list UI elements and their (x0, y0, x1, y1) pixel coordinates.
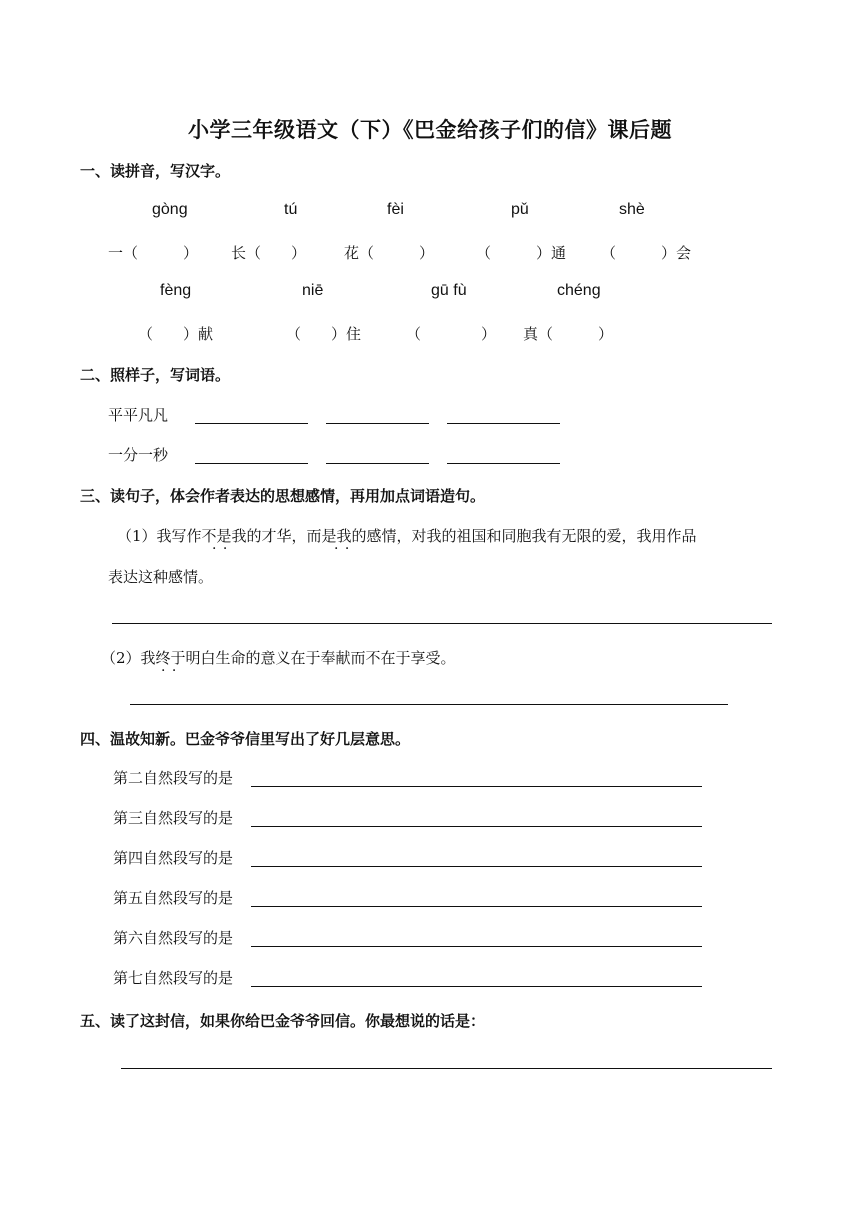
paragraph-prompt: 第三自然段写的是 (113, 809, 234, 827)
pinyin: chéng (557, 282, 601, 299)
answer-line[interactable] (195, 463, 308, 464)
section-4-heading: 四、温故知新。巴金爷爷信里写出了好几层意思。 (80, 730, 411, 748)
answer-line[interactable] (251, 826, 702, 827)
fill-blank-word[interactable]: 一（ ） (108, 244, 199, 262)
answer-line[interactable] (195, 423, 308, 424)
section-1-heading: 一、读拼音，写汉字。 (80, 162, 231, 180)
paragraph-prompt: 第七自然段写的是 (113, 969, 234, 987)
answer-line[interactable] (251, 946, 702, 947)
page-title: 小学三年级语文（下）《巴金给孩子们的信》课后题 (188, 117, 672, 142)
fill-blank-word[interactable]: 长（ ） (231, 244, 307, 262)
answer-line[interactable] (251, 866, 702, 867)
sentence-1-line-1: （1）我写作不是我的才华，而是我的感情，对我的祖国和同胞我有无限的爱，我用作品 (117, 527, 697, 545)
paragraph-prompt: 第五自然段写的是 (113, 889, 234, 907)
sentence-2: （2）我终于明白生命的意义在于奉献而不在于享受。 (101, 649, 456, 667)
answer-line[interactable] (326, 423, 429, 424)
pinyin: shè (619, 201, 645, 218)
section-3-heading: 三、读句子，体会作者表达的思想感情，再用加点词语造句。 (80, 487, 486, 505)
example-word: 平平凡凡 (108, 406, 169, 424)
sentence-1-line-2: 表达这种感情。 (108, 568, 214, 586)
answer-line[interactable] (121, 1068, 772, 1069)
answer-line[interactable] (326, 463, 429, 464)
fill-blank-word[interactable]: （ ）献 (138, 325, 214, 343)
paragraph-prompt: 第六自然段写的是 (113, 929, 234, 947)
fill-blank-word[interactable]: 花（ ） (344, 244, 435, 262)
answer-line[interactable] (447, 423, 560, 424)
answer-line[interactable] (447, 463, 560, 464)
paragraph-prompt: 第二自然段写的是 (113, 769, 234, 787)
emphasis-dots: · · (212, 541, 229, 557)
answer-line[interactable] (130, 704, 728, 705)
pinyin: fèng (160, 282, 192, 299)
pinyin: tú (284, 201, 298, 218)
answer-line[interactable] (112, 623, 772, 624)
emphasis-dots: · · (334, 541, 351, 557)
section-2-heading: 二、照样子，写词语。 (80, 366, 231, 384)
pinyin: gū fù (431, 282, 467, 299)
section-5-heading: 五、读了这封信，如果你给巴金爷爷回信。你最想说的话是： (80, 1012, 486, 1030)
fill-blank-word[interactable]: （ ）通 (476, 244, 567, 262)
answer-line[interactable] (251, 986, 702, 987)
pinyin: niē (302, 282, 324, 299)
answer-line[interactable] (251, 786, 702, 787)
fill-blank-word[interactable]: （ ） (406, 325, 497, 343)
pinyin: gòng (152, 201, 188, 218)
paragraph-prompt: 第四自然段写的是 (113, 849, 234, 867)
emphasis-dots: · · (161, 663, 178, 679)
example-word: 一分一秒 (108, 446, 169, 464)
pinyin: pǔ (511, 201, 529, 218)
fill-blank-word[interactable]: （ ）会 (601, 244, 692, 262)
pinyin: fèi (387, 201, 404, 218)
fill-blank-word[interactable]: 真（ ） (523, 325, 614, 343)
answer-line[interactable] (251, 906, 702, 907)
fill-blank-word[interactable]: （ ）住 (286, 325, 362, 343)
